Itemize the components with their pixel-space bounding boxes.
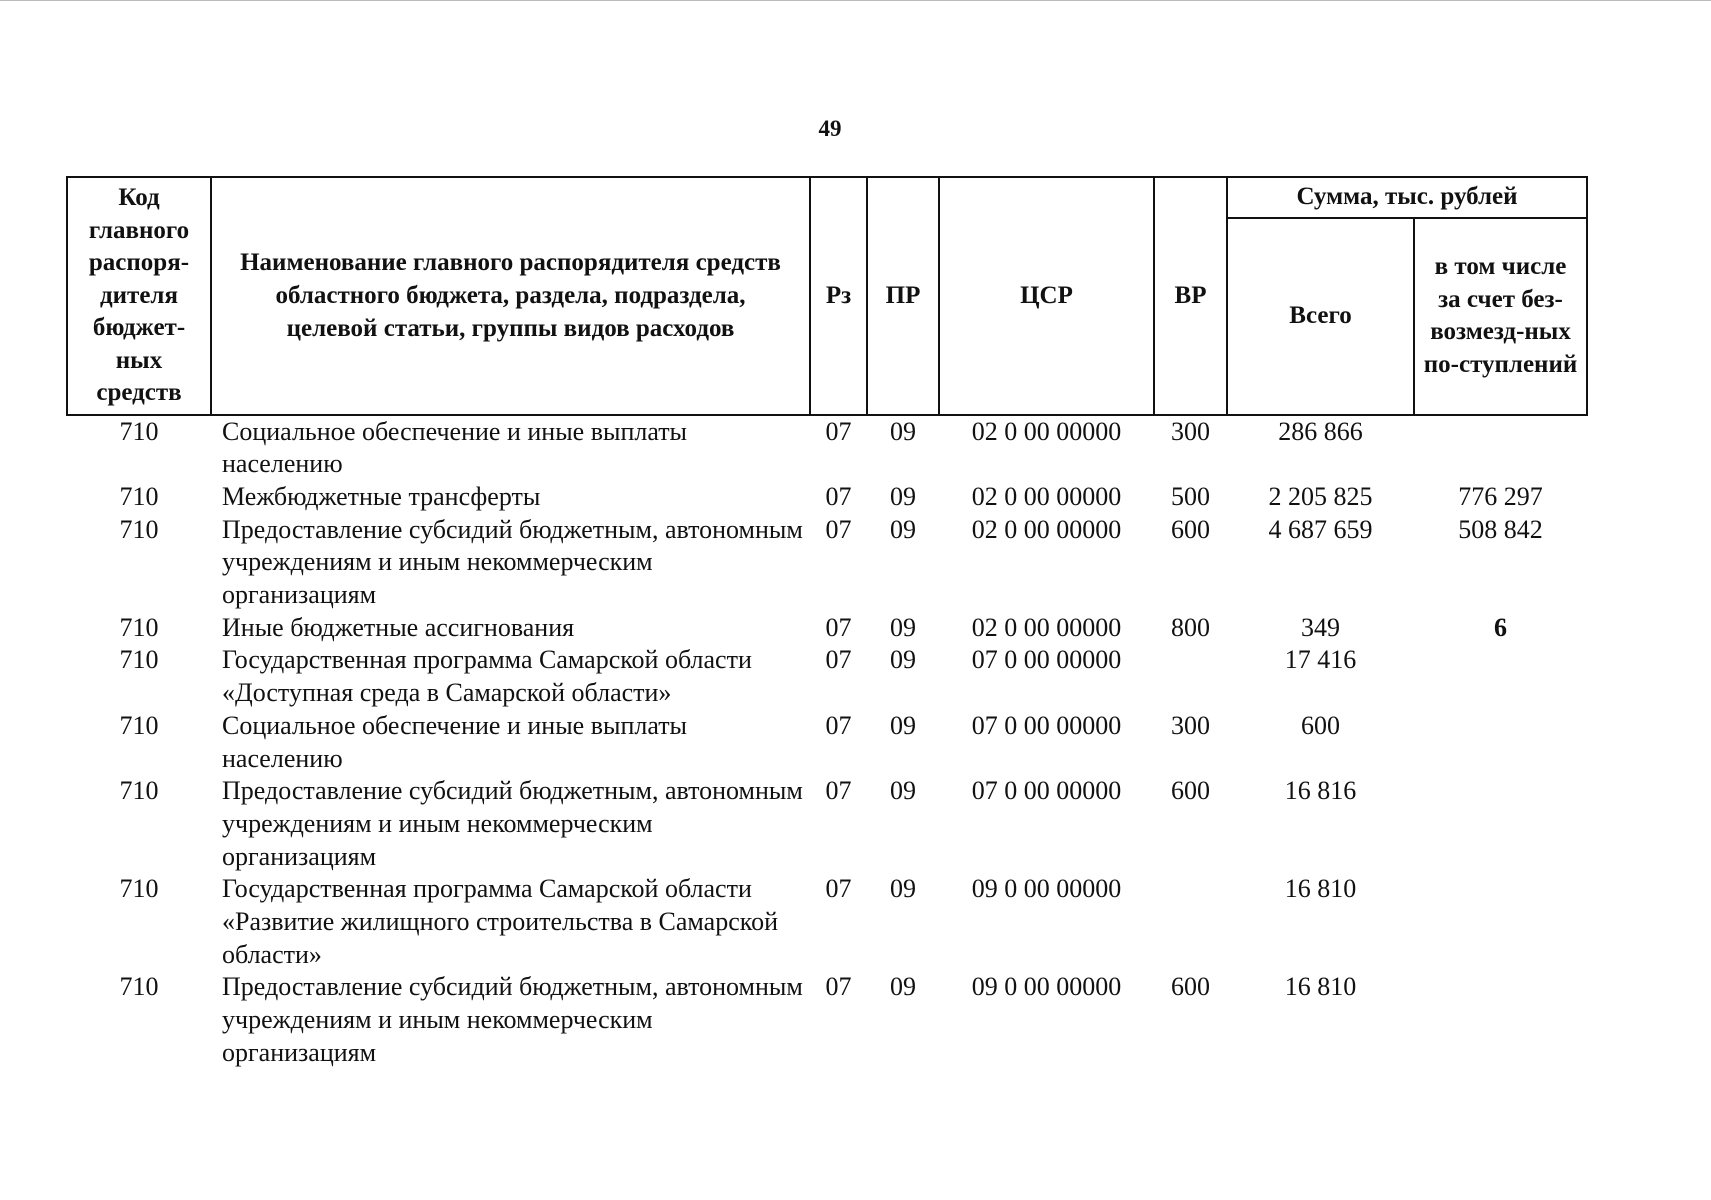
table-row <box>67 481 1587 514</box>
cell-pr: 09 <box>890 972 916 1002</box>
cell-vr <box>1154 873 1227 971</box>
cell-rz: 07 <box>825 874 852 904</box>
cell-total: 286 866 <box>1278 416 1363 446</box>
cell-rz: 07 <box>825 972 852 1002</box>
header-vr: ВР <box>1154 177 1227 415</box>
table-row <box>67 514 1587 612</box>
cell-free: 776 297 <box>1458 481 1543 511</box>
cell-free <box>1414 873 1587 971</box>
cell-csr: 02 0 00 00000 <box>971 481 1122 511</box>
cell-vr: 600 <box>1171 514 1210 544</box>
cell-vr: 800 <box>1171 612 1210 642</box>
cell-rz: 07 <box>825 776 852 806</box>
cell-name: Предоставление субсидий бюджетным, автономным учреждениям и иным некоммерческим организациям <box>222 514 803 610</box>
header-total: Всего <box>1227 218 1414 415</box>
cell-rz: 07 <box>825 514 852 544</box>
header-pr: ПР <box>867 177 939 415</box>
cell-rz: 07 <box>825 612 852 642</box>
cell-name: Предоставление субсидий бюджетным, автономным учреждениям и иным некоммерческим организациям <box>222 776 803 871</box>
cell-csr: 07 0 00 00000 <box>971 776 1122 806</box>
cell-code: 710 <box>119 612 159 642</box>
cell-name: Социальное обеспечение и иные выплаты населению <box>222 416 688 479</box>
cell-csr: 02 0 00 00000 <box>971 416 1122 446</box>
top-rule <box>0 0 1711 1</box>
cell-csr: 02 0 00 00000 <box>971 514 1122 544</box>
cell-total: 4 687 659 <box>1268 514 1373 544</box>
cell-total: 16 816 <box>1284 776 1357 806</box>
cell-name: Предоставление субсидий бюджетным, автономным учреждениям и иным некоммерческим организациям <box>222 972 803 1067</box>
table-row <box>67 710 1587 775</box>
cell-rz: 07 <box>825 481 852 511</box>
table-row <box>67 775 1587 873</box>
cell-vr: 300 <box>1171 710 1210 740</box>
cell-name: Государственная программа Самарской области «Доступная среда в Самарской области» <box>222 645 752 708</box>
cell-code: 710 <box>119 776 159 806</box>
cell-pr: 09 <box>890 874 916 904</box>
cell-code: 710 <box>119 514 159 544</box>
cell-pr: 09 <box>890 612 916 642</box>
cell-vr: 600 <box>1171 776 1210 806</box>
cell-name: Социальное обеспечение и иные выплаты населению <box>222 710 688 773</box>
cell-rz: 07 <box>825 710 852 740</box>
table-header <box>67 177 1587 415</box>
cell-csr: 07 0 00 00000 <box>971 645 1122 675</box>
cell-free <box>1414 710 1587 775</box>
budget-table <box>66 176 1588 1070</box>
table-row <box>67 612 1587 645</box>
cell-code: 710 <box>119 972 159 1002</box>
cell-pr: 09 <box>890 416 916 446</box>
cell-pr: 09 <box>890 776 916 806</box>
cell-total: 16 810 <box>1284 972 1357 1002</box>
cell-csr: 09 0 00 00000 <box>971 972 1122 1002</box>
cell-code: 710 <box>119 874 159 904</box>
cell-pr: 09 <box>890 710 916 740</box>
cell-free <box>1414 775 1587 873</box>
cell-code: 710 <box>119 481 159 511</box>
header-code: Код главного распоря-дителя бюджет-ных средств <box>67 177 211 415</box>
cell-code: 710 <box>119 710 159 740</box>
cell-name: Межбюджетные трансферты <box>222 481 541 511</box>
cell-csr: 09 0 00 00000 <box>971 874 1122 904</box>
table-row <box>67 971 1587 1069</box>
cell-total: 16 810 <box>1284 874 1357 904</box>
cell-rz: 07 <box>825 645 852 675</box>
cell-free: 6 <box>1494 612 1507 642</box>
cell-total: 2 205 825 <box>1268 481 1373 511</box>
cell-total: 600 <box>1301 710 1340 740</box>
cell-pr: 09 <box>890 645 916 675</box>
header-name: Наименование главного распорядителя средств областного бюджета, раздела, подраздела, целевой статьи, группы видов расходов <box>211 177 810 415</box>
cell-code: 710 <box>119 416 159 446</box>
cell-csr: 07 0 00 00000 <box>971 710 1122 740</box>
cell-code: 710 <box>119 645 159 675</box>
table-body <box>67 415 1587 1070</box>
table-row <box>67 644 1587 709</box>
header-sum-group: Сумма, тыс. рублей <box>1227 177 1587 218</box>
cell-pr: 09 <box>890 481 916 511</box>
cell-name: Иные бюджетные ассигнования <box>222 612 575 642</box>
cell-csr: 02 0 00 00000 <box>971 612 1122 642</box>
header-free: в том числе за счет без-возмезд-ных по-ступлений <box>1414 218 1587 415</box>
header-csr: ЦСР <box>939 177 1154 415</box>
header-rz: Рз <box>810 177 867 415</box>
cell-rz: 07 <box>825 416 852 446</box>
cell-free: 508 842 <box>1458 514 1543 544</box>
cell-vr: 300 <box>1171 416 1210 446</box>
cell-free <box>1414 971 1587 1069</box>
cell-pr: 09 <box>890 514 916 544</box>
cell-free <box>1414 415 1587 481</box>
cell-vr: 600 <box>1171 972 1210 1002</box>
page-number: 49 <box>818 116 842 141</box>
cell-total: 17 416 <box>1284 645 1357 675</box>
cell-free <box>1414 644 1587 709</box>
cell-total: 349 <box>1301 612 1340 642</box>
cell-vr <box>1154 644 1227 709</box>
cell-name: Государственная программа Самарской области «Развитие жилищного строительства в Самарской области» <box>222 874 778 969</box>
table-row <box>67 415 1587 481</box>
table-row <box>67 873 1587 971</box>
cell-vr: 500 <box>1171 481 1210 511</box>
